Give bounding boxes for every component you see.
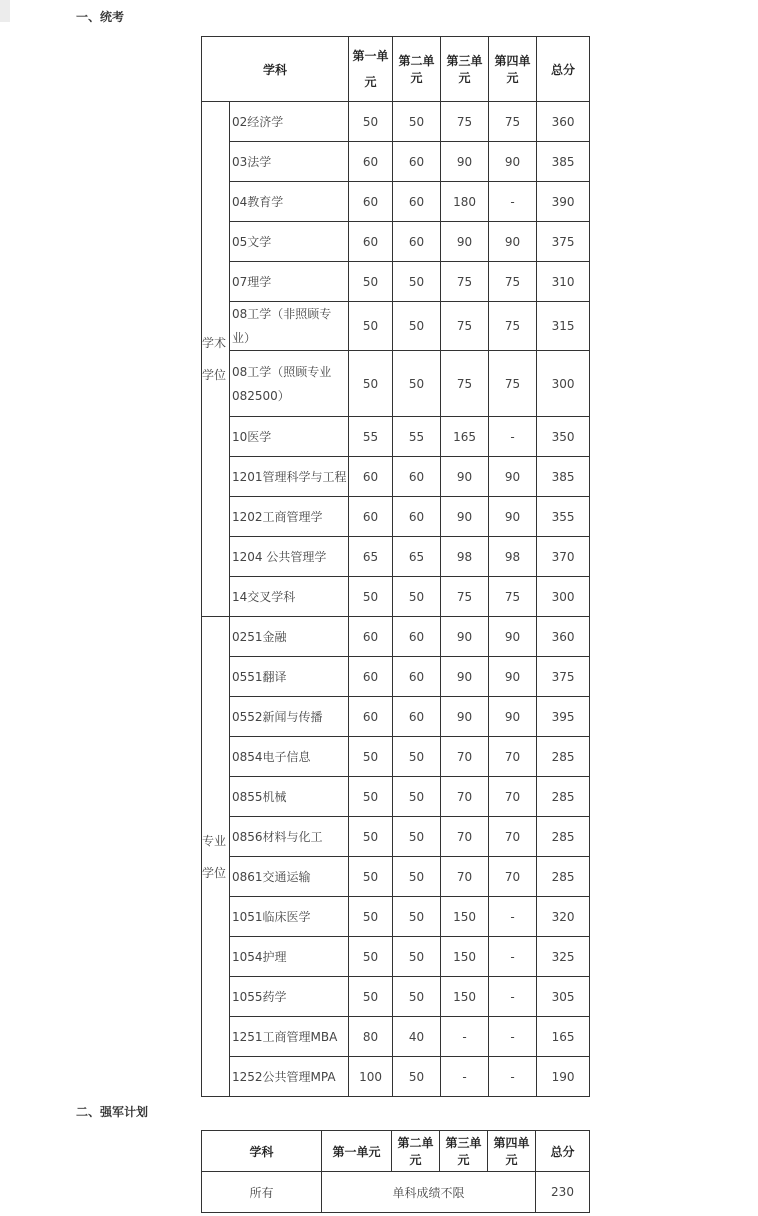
row-total: 360	[537, 102, 590, 142]
row-unit2: 65	[393, 537, 441, 577]
category-professional: 专业学位	[202, 617, 230, 1097]
row-unit1: 60	[349, 222, 393, 262]
table-row	[202, 222, 590, 262]
row-unit3: 75	[441, 302, 489, 351]
row-unit3: 90	[441, 142, 489, 182]
row-unit1: 60	[349, 182, 393, 222]
row-unit1: 50	[349, 737, 393, 777]
row-unit4: 90	[489, 617, 537, 657]
table-row	[202, 262, 590, 302]
row-unit3: 75	[441, 262, 489, 302]
table-row	[202, 577, 590, 617]
corner-mark	[0, 0, 10, 22]
row-unit4: -	[489, 937, 537, 977]
table-row	[202, 351, 590, 417]
score-table-qiangjun	[201, 1130, 590, 1213]
row-unit2: 50	[393, 977, 441, 1017]
row-subject: 0854电子信息	[230, 737, 349, 777]
header-subject: 学科	[202, 37, 349, 102]
row-subject: 03法学	[230, 142, 349, 182]
row-unit2: 60	[393, 697, 441, 737]
row-unit1: 50	[349, 817, 393, 857]
row-unit2: 50	[393, 302, 441, 351]
header-unit2: 第二单元	[392, 1131, 440, 1172]
row-unit1: 60	[349, 457, 393, 497]
row-unit2: 60	[393, 457, 441, 497]
row-total: 350	[537, 417, 590, 457]
row-unit1: 50	[349, 262, 393, 302]
row-total: 285	[537, 817, 590, 857]
row-unit1: 50	[349, 977, 393, 1017]
table-row	[202, 302, 590, 351]
row-total: 315	[537, 302, 590, 351]
row-unit2: 50	[393, 577, 441, 617]
row-unit1: 50	[349, 937, 393, 977]
row-unit2: 50	[393, 102, 441, 142]
row-subject: 0855机械	[230, 777, 349, 817]
table-row	[202, 182, 590, 222]
row-unit4: 75	[489, 262, 537, 302]
row-unit4: 90	[489, 142, 537, 182]
table-row	[202, 1172, 590, 1213]
row-unit4: -	[489, 1057, 537, 1097]
row-unit1: 60	[349, 142, 393, 182]
row-unit3: 75	[441, 577, 489, 617]
row-unit4: 75	[489, 302, 537, 351]
row-unit4: -	[489, 417, 537, 457]
table-row	[202, 142, 590, 182]
row-unit2: 60	[393, 617, 441, 657]
row-unit2: 50	[393, 857, 441, 897]
row-unit3: -	[441, 1017, 489, 1057]
row-unit2: 50	[393, 1057, 441, 1097]
row-unit3: 70	[441, 737, 489, 777]
row-total: 320	[537, 897, 590, 937]
row-subject: 08工学（照顾专业082500）	[230, 351, 349, 417]
row-unit2: 50	[393, 817, 441, 857]
table-row	[202, 417, 590, 457]
row-unit4: 90	[489, 222, 537, 262]
row-unit3: 70	[441, 857, 489, 897]
row-subject: 1204 公共管理学	[230, 537, 349, 577]
row-unit1: 50	[349, 857, 393, 897]
row-subject: 1251工商管理MBA	[230, 1017, 349, 1057]
header-unit2: 第二单元	[393, 37, 441, 102]
header-subject: 学科	[202, 1131, 322, 1172]
row-total: 370	[537, 537, 590, 577]
row-subject: 0861交通运输	[230, 857, 349, 897]
row-unit2: 60	[393, 497, 441, 537]
row-unit3: 180	[441, 182, 489, 222]
row-total: 190	[537, 1057, 590, 1097]
row-unit2: 60	[393, 182, 441, 222]
row-unit4: 90	[489, 457, 537, 497]
row-total: 390	[537, 182, 590, 222]
row-subject: 1202工商管理学	[230, 497, 349, 537]
row-unit3: 150	[441, 977, 489, 1017]
row-unit4: 98	[489, 537, 537, 577]
row-total: 165	[537, 1017, 590, 1057]
row-subject: 1055药学	[230, 977, 349, 1017]
row-unit3: 75	[441, 351, 489, 417]
row-unit2: 50	[393, 737, 441, 777]
row-subject: 0552新闻与传播	[230, 697, 349, 737]
header-unit4: 第四单元	[489, 37, 537, 102]
header-unit4: 第四单元	[488, 1131, 536, 1172]
row-unit1: 50	[349, 577, 393, 617]
row-unit2: 50	[393, 897, 441, 937]
row-unit1: 60	[349, 497, 393, 537]
header-total: 总分	[537, 37, 590, 102]
row-unit1: 80	[349, 1017, 393, 1057]
row-subject: 1252公共管理MPA	[230, 1057, 349, 1097]
row-total: 395	[537, 697, 590, 737]
table-row	[202, 857, 590, 897]
row-unit3: 165	[441, 417, 489, 457]
row-unit3: -	[441, 1057, 489, 1097]
row-subject: 08工学（非照顾专业）	[230, 302, 349, 351]
row-unit1: 50	[349, 102, 393, 142]
row-unit2: 55	[393, 417, 441, 457]
table-row	[202, 897, 590, 937]
row-unit3: 150	[441, 937, 489, 977]
table-row	[202, 1017, 590, 1057]
row-unit1: 50	[349, 302, 393, 351]
header-unit3: 第三单元	[440, 1131, 488, 1172]
row-unit2: 60	[393, 142, 441, 182]
table-row	[202, 657, 590, 697]
row-unit4: 70	[489, 817, 537, 857]
table-row	[202, 102, 590, 142]
row-unit4: 90	[489, 697, 537, 737]
row-total: 355	[537, 497, 590, 537]
row-subject: 05文学	[230, 222, 349, 262]
section-heading-qiangjun: 二、强军计划	[76, 1105, 149, 1119]
row-unit3: 70	[441, 817, 489, 857]
section-heading-tongkao: 一、统考	[76, 10, 125, 24]
row-total: 310	[537, 262, 590, 302]
row-subject: 14交叉学科	[230, 577, 349, 617]
table-header-row	[202, 37, 590, 102]
row-subject: 07理学	[230, 262, 349, 302]
row-unit4: 70	[489, 777, 537, 817]
row-unit1: 50	[349, 351, 393, 417]
row-total: 300	[537, 577, 590, 617]
row-unit4: -	[489, 977, 537, 1017]
row-unit1: 60	[349, 617, 393, 657]
table-row	[202, 497, 590, 537]
row-unit3: 70	[441, 777, 489, 817]
row-total: 285	[537, 737, 590, 777]
row-subject: 1054护理	[230, 937, 349, 977]
table-row	[202, 697, 590, 737]
row-unit3: 90	[441, 457, 489, 497]
row-subject: 10医学	[230, 417, 349, 457]
row-unit4: 75	[489, 102, 537, 142]
row-unit1: 50	[349, 777, 393, 817]
row-unit2: 40	[393, 1017, 441, 1057]
row-unit4: -	[489, 182, 537, 222]
row-unit3: 98	[441, 537, 489, 577]
row-unit4: 75	[489, 577, 537, 617]
table-row	[202, 737, 590, 777]
row-subject: 02经济学	[230, 102, 349, 142]
row-unit2: 60	[393, 222, 441, 262]
header-total: 总分	[536, 1131, 590, 1172]
row-total: 285	[537, 777, 590, 817]
row-unit4: -	[489, 1017, 537, 1057]
table-row	[202, 777, 590, 817]
row-unit3: 90	[441, 617, 489, 657]
row-unit1: 60	[349, 657, 393, 697]
table-row	[202, 537, 590, 577]
table-row	[202, 457, 590, 497]
header-unit1: 第一单元	[322, 1131, 392, 1172]
header-unit1: 第一单元	[349, 37, 393, 102]
row-total: 325	[537, 937, 590, 977]
row-total: 285	[537, 857, 590, 897]
table-header-row	[202, 1131, 590, 1172]
row-unit3: 150	[441, 897, 489, 937]
row-subject: 04教育学	[230, 182, 349, 222]
row-total: 305	[537, 977, 590, 1017]
row-unit1: 50	[349, 897, 393, 937]
row-total: 385	[537, 142, 590, 182]
row-unit1: 55	[349, 417, 393, 457]
row-subject: 0251金融	[230, 617, 349, 657]
table-row	[202, 1057, 590, 1097]
row-subject: 所有	[202, 1172, 322, 1213]
row-unit4: 70	[489, 857, 537, 897]
row-unit3: 75	[441, 102, 489, 142]
row-unit1: 100	[349, 1057, 393, 1097]
row-subject: 0856材料与化工	[230, 817, 349, 857]
row-total: 375	[537, 222, 590, 262]
row-unit4: 70	[489, 737, 537, 777]
row-unit1: 60	[349, 697, 393, 737]
row-total: 385	[537, 457, 590, 497]
table-row	[202, 937, 590, 977]
row-unit4: 90	[489, 657, 537, 697]
row-unit3: 90	[441, 697, 489, 737]
row-unit2: 50	[393, 262, 441, 302]
row-unit3: 90	[441, 657, 489, 697]
row-total: 375	[537, 657, 590, 697]
row-unit2: 50	[393, 351, 441, 417]
table-row	[202, 817, 590, 857]
row-subject: 0551翻译	[230, 657, 349, 697]
row-unit4: -	[489, 897, 537, 937]
row-unit3: 90	[441, 222, 489, 262]
row-unit2: 50	[393, 937, 441, 977]
row-unit4: 90	[489, 497, 537, 537]
row-subject: 1201管理科学与工程	[230, 457, 349, 497]
row-subject: 1051临床医学	[230, 897, 349, 937]
header-unit3: 第三单元	[441, 37, 489, 102]
row-total: 300	[537, 351, 590, 417]
table-row	[202, 617, 590, 657]
row-unit3: 90	[441, 497, 489, 537]
row-unit1: 65	[349, 537, 393, 577]
row-unit2: 50	[393, 777, 441, 817]
score-table-tongkao	[201, 36, 590, 1097]
row-total: 230	[536, 1172, 590, 1213]
table-row	[202, 977, 590, 1017]
row-note: 单科成绩不限	[322, 1172, 536, 1213]
row-unit4: 75	[489, 351, 537, 417]
row-total: 360	[537, 617, 590, 657]
row-unit2: 60	[393, 657, 441, 697]
category-academic: 学术学位	[202, 102, 230, 617]
